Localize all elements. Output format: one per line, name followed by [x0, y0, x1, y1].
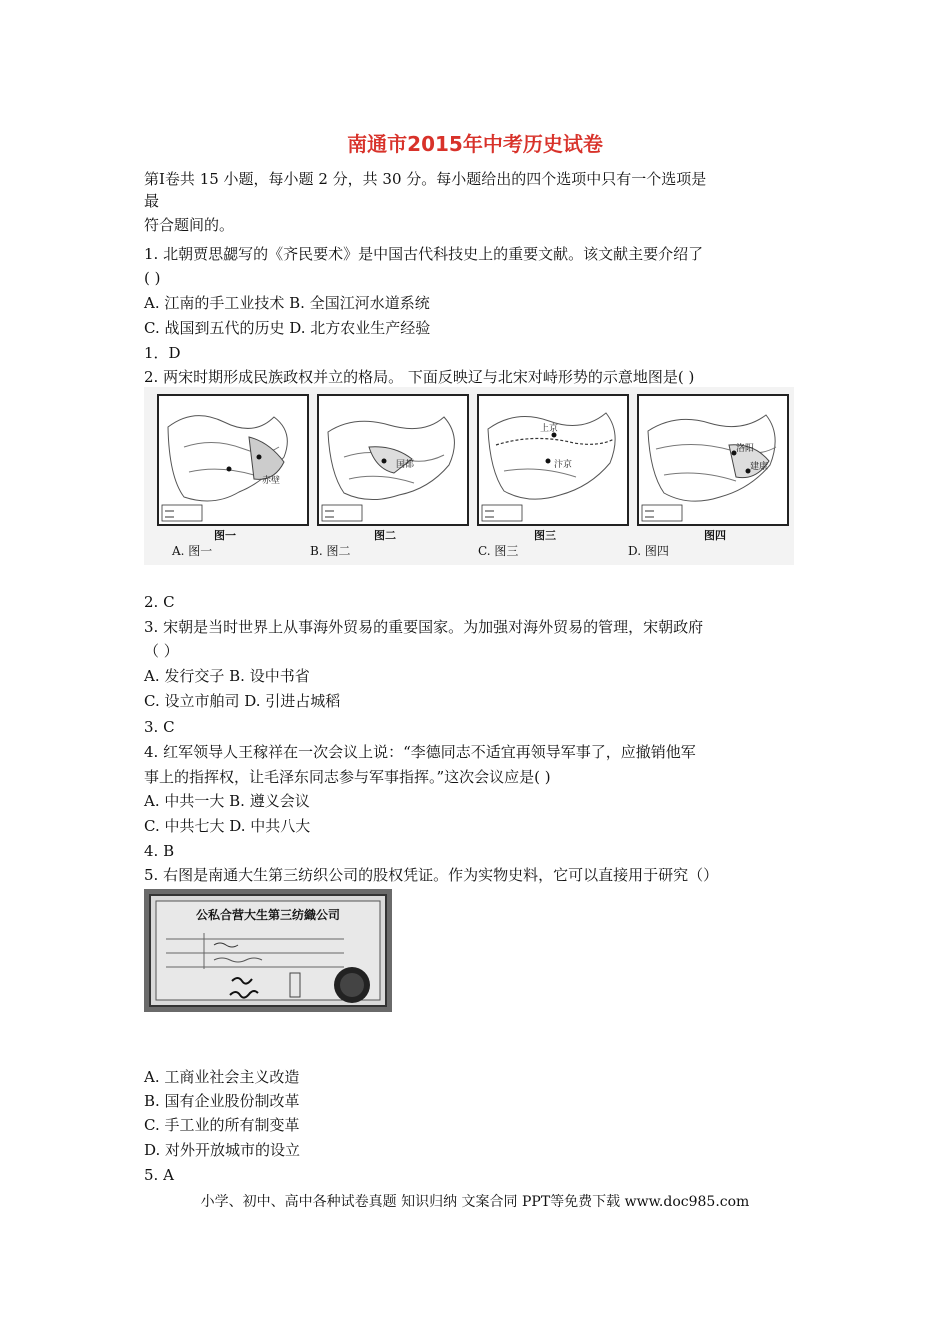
question-4-stem: 4. 红军领导人王稼祥在一次会议上说：“李德同志不适宜再领导军事了，应撤销他军	[144, 743, 696, 761]
map-label: 洛阳	[736, 444, 755, 454]
instructions-line: 最	[144, 192, 160, 210]
map-caption: 图四	[704, 529, 726, 542]
map-option-label: B. 图二	[310, 544, 351, 558]
question-1-stem: 1. 北朝贾思勰写的《齐民要术》是中国古代科技史上的重要文献。该文献主要介绍了	[144, 245, 704, 263]
question-1-options: C. 战国到五代的历史 D. 北方农业生产经验	[144, 319, 431, 337]
question-4-options: C. 中共七大 D. 中共八大	[144, 817, 311, 835]
question-3-options: C. 设立市舶司 D. 引进占城稻	[144, 692, 341, 710]
share-certificate-image	[144, 889, 392, 1012]
map-label: 国都	[396, 460, 415, 470]
page-footer: 小学、初中、高中各种试卷真题 知识归纳 文案合同 PPT等免费下载 www.doc985.com	[200, 1194, 750, 1210]
question-2-answer: 2. C	[144, 593, 175, 611]
map-option-label: D. 图四	[628, 544, 669, 558]
map-label: 赤壁	[262, 476, 281, 486]
map-label: 上京	[540, 424, 559, 434]
question-4-stem: 事上的指挥权，让毛泽东同志参与军事指挥。”这次会议应是( )	[144, 768, 551, 786]
map-label: 建康	[750, 462, 769, 472]
map-panel-4	[638, 395, 788, 525]
question-5-option-b: B. 国有企业股份制改革	[144, 1092, 300, 1110]
map-label: 汴京	[554, 460, 573, 470]
page-title: 南通市2015年中考历史试卷	[347, 132, 603, 156]
certificate-title: 公私合营大生第三纺織公司	[195, 908, 341, 922]
question-5-stem: 5. 右图是南通大生第三纺织公司的股权凭证。作为实物史料，它可以直接用于研究（）	[144, 866, 719, 884]
question-4-answer: 4. B	[144, 842, 175, 860]
instructions-line: 符合题间的。	[144, 216, 235, 234]
question-5-option-c: C. 手工业的所有制变革	[144, 1116, 300, 1134]
question-2-stem: 2. 两宋时期形成民族政权并立的格局。 下面反映辽与北宋对峙形势的示意地图是( )	[144, 368, 695, 386]
question-5-option-d: D. 对外开放城市的设立	[144, 1141, 301, 1159]
instructions-line: 第Ⅰ卷共 15 小题，每小题 2 分，共 30 分。每小题给出的四个选项中只有一个选项是	[144, 170, 707, 188]
map-option-label: A. 图一	[172, 544, 213, 558]
map-panel-3	[478, 395, 628, 525]
question-1-answer: 1．D	[144, 344, 181, 362]
map-panel-2	[318, 395, 468, 525]
question-3-answer: 3. C	[144, 718, 175, 736]
question-5-option-a: A. 工商业社会主义改造	[144, 1068, 300, 1086]
question-3-options: A. 发行交子 B. 设中书省	[144, 667, 310, 685]
question-3-stem: （ ）	[144, 642, 179, 660]
map-panel-1	[158, 395, 308, 525]
question-1-options: A. 江南的手工业技术 B. 全国江河水道系统	[144, 294, 430, 312]
map-caption: 图三	[534, 529, 556, 542]
map-caption: 图一	[214, 529, 236, 542]
question-5-answer: 5. A	[144, 1166, 174, 1184]
question-1-stem: ( )	[144, 269, 161, 287]
map-caption: 图二	[374, 529, 396, 542]
question-3-stem: 3. 宋朝是当时世界上从事海外贸易的重要国家。为加强对海外贸易的管理，宋朝政府	[144, 618, 704, 636]
map-options-image	[144, 387, 794, 565]
question-4-options: A. 中共一大 B. 遵义会议	[144, 792, 310, 810]
map-option-label: C. 图三	[478, 544, 519, 558]
